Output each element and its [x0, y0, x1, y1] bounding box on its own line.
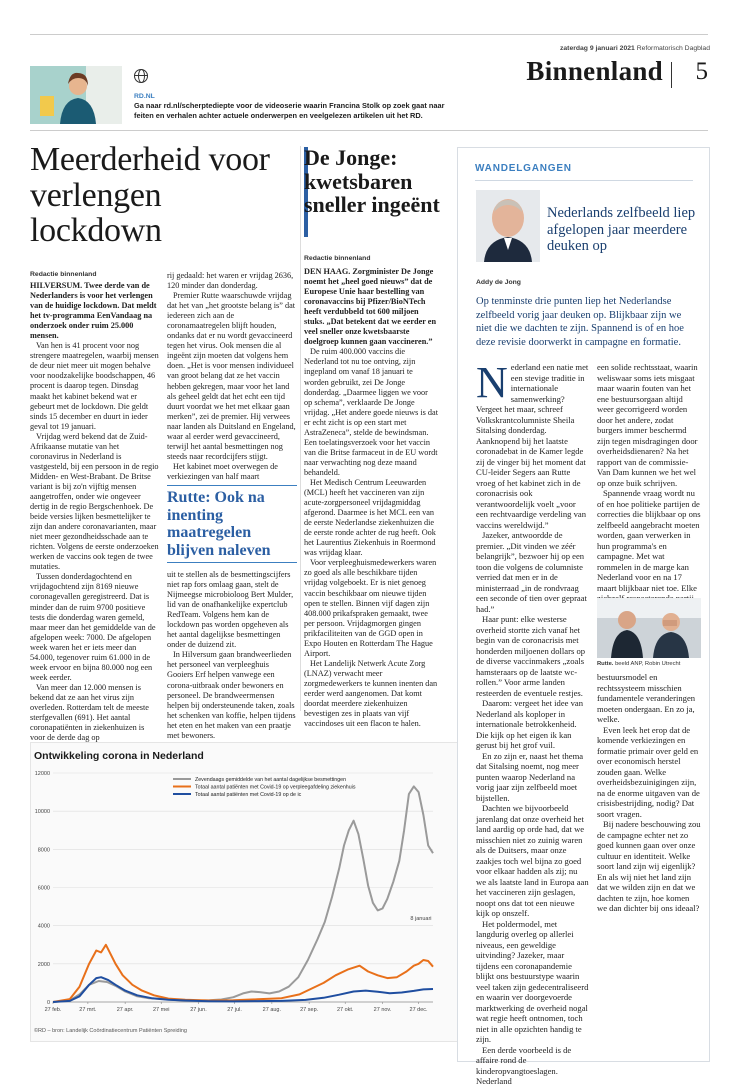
- column-divider: [300, 146, 301, 711]
- chart-x-tick-label: 27 mrt.: [79, 1007, 97, 1013]
- chart-x-tick-label: 27 feb.: [44, 1007, 62, 1013]
- chart-annotation: 8 januari: [410, 915, 432, 922]
- column-intro: Op tenminste drie punten liep het Nederlandse zelfbeeld vorig jaar deuken op. Blijkbaar zijn we niet die we dachten te zijn. Spannend is of en hoe deze revisie doorwerkt in campagne en formatie.: [476, 296, 684, 348]
- column-first-text: ederland een natie met een stevige traditie in internationale samenwerking? Vergeet het maar, schreef Volkskrantcolumniste Sheila Sitalsing donderdag. Aanknopend bij het laatste coronadebat in de Kamer legde zij de vinger bij het moment dat CU-leider Segers aan Rutte vroeg of het kabinet zich in de coronacrisis ook verantwoordelijk voelt „voor een rechtvaardige verdeling van vaccins wereldwijd.”: [476, 362, 589, 530]
- article1-col1: [30, 281, 160, 743]
- article2-para: Voor verpleeghuismedewerkers waren zo goed als alle beschikbare tijden vrijdag volgeboekt. Er is niet genoeg vaccin beschikbaar om nieuwe tijden open te stellen. Binnen vijf dagen zijn 408.000 prikafspraken gemaakt, twee per persoon. Vrijdagmorgen gingen prikfaciliteiten van de GGD open in Expo Houten en Rotterdam The Hague Airport.: [304, 558, 437, 658]
- section-title: Binnenland: [526, 56, 663, 86]
- column-para: Een derde voorbeeld is de affaire rond de kinderopvangtoeslagen. Nederland: [476, 1044, 572, 1086]
- column-first-para: [476, 358, 589, 530]
- column-para: Daarom: vergeet het idee van Nederland als koploper in internationale betrokkenheid. Die kijk op het eigen ik kan gerust bij het grof vuil.: [476, 698, 584, 750]
- column-para: Spannende vraag wordt nu of en hoe politieke partijen de correcties die blijkbaar op ons zelfbeeld aangebracht moeten worden, gaan verwerken in hun programma's en campagne. Met wat rommelen in de marge kan Nederland voor en na 17 maart blijkbaar niet toe. Elke: [597, 488, 701, 593]
- person-photo-icon: [30, 66, 122, 124]
- chart-x-tick-label: 27 okt.: [336, 1007, 354, 1013]
- rutte-photo[interactable]: [597, 598, 701, 658]
- column-headline: Nederlands zelfbeeld liep afgelopen jaar meerdere deuken op: [547, 205, 696, 254]
- top-rule: [30, 34, 708, 35]
- chart-container: [30, 742, 462, 1042]
- chart-y-tick-label: 6000: [37, 885, 50, 892]
- chart-series-line-1: [53, 786, 433, 1002]
- article1-para: Het kabinet moet overwegen de verkiezingen van half maart: [167, 461, 278, 481]
- photo-caption: [597, 661, 680, 667]
- chart-source: ©RD – bron: Landelijk Coördinatiecentrum Patiënten Spreiding: [34, 1028, 187, 1034]
- column-col2: [597, 362, 701, 625]
- article2-headline: De Jonge: kwetsbaren sneller ingeënt: [304, 145, 440, 217]
- photo-caption-name: Rutte.: [597, 661, 614, 667]
- subhead-rule: [167, 562, 297, 563]
- promo-text[interactable]: Ga naar rd.nl/scherptediepte voor de videoserie waarin Francina Stolk op zoek gaat naar feiten en verhalen achter actuele onderwerpen en veelgelezen artikelen uit het RD.: [134, 101, 445, 120]
- article1-subhead: Rutte: Ook na inenting maatregelen blijven naleven: [167, 489, 271, 559]
- column-para: En zo zijn er, naast het thema dat Sitalsing noemt, nog meer punten waarop Nederland na vorig jaar zijn zelfbeeld moet bijstellen.: [476, 750, 584, 803]
- photo-caption-credit: beeld ANP, Robin Utrecht: [615, 661, 681, 667]
- article1-byline: Redactie binnenland: [30, 271, 97, 278]
- chart-x-tick-label: 27 jul.: [227, 1007, 242, 1013]
- article1-para: Van hen is 41 procent voor nog strengere maatregelen, waarbij mensen de deur niet meer uit mogen behalve voor noodzakelijke boodschappen, 46 procent is daarop tegen. Dinsdag maakt het kabinet bekend wat er gebeurt met de lockdown. Die geldt sinds 15 december en duurt in ieder geval tot 19 januari.: [30, 341, 159, 431]
- chart-legend-label: Zevendaags gemiddelde van het aantal dagelijkse besmettingen: [195, 777, 347, 783]
- chart-x-tick-label: 27 jun.: [190, 1007, 207, 1013]
- chart-y-tick-label: 8000: [37, 847, 50, 854]
- article1-headline: Meerderheid voor verlengen lockdown: [30, 141, 270, 249]
- column-para: Jazeker, antwoordde de premier. „Dit vinden we zéér belangrijk”, bezwoer hij op een toon die volgens de columniste verried dat men er in de ministerraad „in de rondvraag een seconde of tien over gepraat had.”: [476, 530, 587, 614]
- section-divider: [671, 62, 672, 88]
- article1-para: Premier Rutte waarschuwde vrijdag dat het van „het grootste belang is” dat iedereen zich aan de coronamaatregelen blijft houden, ondanks dat er nu wordt gevaccineerd tegen het virus. Ook mensen die al ingeënt zijn moeten dat volgens hem doen. „Het is voor mensen individueel van groot belang dat ze het vaccin hebben gekregen, maar voor het land als geheel geldt dat het echt een tijd duurt voordat we het met elkaar gaan merken”, zei de premier. Hij verwees naar landen als Duitsland en Engeland, waar al eerder werd gevaccineerd, terwijl het aantal besmettingen nog steeds naar recordcijfers stijgt.: [167, 291, 296, 461]
- article1-para: Vrijdag werd bekend dat de Zuid-Afrikaanse mutatie van het coronavirus in Nederland is vastgesteld, bij een persoon in de regio Midden- en West-Brabant. De Britse variant is bij zo'n vijftig mensen aangetroffen, onder wie ongeveer dertig in de regio Bergschenhoek. De beide versies lijken besmettelijker te zijn dan andere coronavarianten, maar niet meer gezondheidsschade aan te richten. Volgens de eerste onderzoeken werken de vaccins ook tegen de twee mutaties.: [30, 431, 159, 572]
- chart-y-tick-label: 2000: [37, 961, 50, 968]
- page-number: 5: [695, 58, 708, 85]
- article1-para: Tussen donderdagochtend en vrijdagochtend zijn 8169 nieuwe coronagevallen geregistreerd. Dat is minder dan de ruim 9700 positieve tests die donderdag waren gemeld, maar meer dan het gemiddelde van de afgelopen week: 7000. De afgelopen week waren het er iets meer dan 54.000, tegenover ruim 61.000 in de week ervoor en bijna 80.000 nog een week eerder.: [30, 572, 156, 682]
- chart-x-tick-label: 27 nov.: [373, 1007, 392, 1013]
- chart-plot: [31, 765, 463, 1027]
- article1-para: Van meer dan 12.000 mensen is bekend dat ze aan het virus zijn overleden. Rotterdam telt de meeste sterfgevallen (691). Het aantal coronapatiënten in ziekenhuizen is voor de derde dag op: [30, 682, 149, 743]
- chart-x-tick-label: 27 dec.: [409, 1007, 428, 1013]
- column-author: Addy de Jong: [476, 279, 521, 286]
- globe-icon: [134, 69, 148, 83]
- dropcap: N: [476, 358, 508, 407]
- article2-byline: Redactie binnenland: [304, 255, 371, 262]
- chart-x-tick-label: 27 aug.: [262, 1007, 282, 1013]
- author-photo[interactable]: [476, 190, 540, 262]
- column-para: bestuursmodel en rechtssysteem misschien fundamentele veranderingen moeten ondergaan. En zo ja, welke.: [597, 672, 696, 724]
- subhead-rule: [167, 485, 297, 486]
- column-label: WANDELGANGEN: [475, 163, 572, 174]
- chart-legend-label: Totaal aantal patiënten met Covid-19 op verpleegafdeling ziekenhuis: [195, 784, 356, 791]
- column-para: Het poldermodel, met langdurig overleg op allerlei niveaus, een geweldige uitvinding? Jazeker, maar tijdens een coronapandemie blijkt ons bestuurstype waarin veel taken zijn gedecentraliseerd en waarin ver doorgevoerde marktwerking de overheid nogal wat regie heeft ontnomen, toch niet in alle opzichten handig te zijn.: [476, 918, 589, 1044]
- column-para: een solide rechtsstaat, waarin weliswaar soms iets misgaat maar waarin fouten van het ene bestuursorgaan altijd weer gecorrigeerd worden door het andere, zodat burgers immer beschermd zijn tegen misdragingen door overheidsdienaren? Na het rapport van de commissie-Van Dam kunnen we het wel op onze buik schrijven.: [597, 362, 698, 488]
- article2-para: Het Landelijk Netwerk Acute Zorg (LNAZ) verwacht meer zorgmedewerkers te kunnen inenten dan eerder werd aangenomen. Dat komt doordat meerdere ziekenhuizen bevestigen zes in plaats van vijf vaccindoses uit een flacon te halen.: [304, 658, 438, 729]
- column-col1: [476, 358, 589, 1087]
- chart-y-tick-label: 0: [46, 1000, 50, 1006]
- column-para: Haar punt: elke westerse overheid stortte zich vanaf het begin van de coronacrisis met honderden miljoenen dollars op de diverse vaccinmakers „zoals hamsteraars op de laatste wc-rollen.” Voor arme landen resteerden de eventuele restjes.: [476, 614, 586, 698]
- column-label-rule: [475, 180, 693, 181]
- article1-col2: [167, 271, 297, 482]
- article2-body: [304, 267, 438, 729]
- author-portrait-icon: [476, 190, 540, 262]
- promo-photo[interactable]: [30, 66, 122, 124]
- chart-x-tick-label: 27 mei: [152, 1007, 170, 1013]
- promo-site-label: RD.NL: [134, 93, 155, 100]
- chart-y-tick-label: 10000: [34, 809, 50, 816]
- header-dateline: zaterdag 9 januari 2021 Reformatorisch Dagblad: [560, 45, 710, 52]
- article1-para: rij gedaald: het waren er vrijdag 2636, 120 minder dan donderdag.: [167, 271, 294, 291]
- column-col2b: [597, 672, 701, 914]
- column-para: Even leek het erop dat de komende verkiezingen en formatie primair over geld en over economisch herstel zouden gaan. Welke overheidsbezuinigingen zijn, na de enorme uitgaven van de crisisbestrijding, nodig? Dat soort vragen.: [597, 724, 700, 819]
- chart-x-tick-label: 27 apr.: [116, 1007, 134, 1013]
- press-photo-icon: [597, 598, 701, 658]
- chart-series-line-3: [53, 977, 433, 1002]
- article2-para: De ruim 400.000 vaccins die Nederland tot nu toe ontving, zijn ingepland om vanaf 18 januari te worden gebruikt, zei De Jonge donderdag. „Daarmee liggen we voor op schema”, verklaarde De Jonge vrijdag. „Het andere goede nieuws is dat er echt zicht is op een start met AstraZeneca”, stelde de bewindsman. Een toelatingsverzoek voor het vaccin van die Britse farmaceut in de EU wordt naar verwachting nog deze maand behandeld.: [304, 347, 439, 477]
- article1-lead: HILVERSUM. Twee derde van de Nederlanders is voor het verlengen van de huidige lockdown. Dat meldt het tv-programma EenVandaag na onderzoek onder ruim 25.000 mensen.: [30, 281, 157, 341]
- column-para: Dachten we bijvoorbeeld jarenlang dat onze overheid het land aardig op orde had, dat we misschien niet zo zuinig waren als de Duitsers, maar onze zaakjes toch wel bijna zo goed voor elkaar hadden als zij; nu we als laatste land in Europa aan het vaccineren zijn geslagen, noopt ons dat tot een nieuwe kijk op onszelf.: [476, 803, 589, 918]
- chart-title: Ontwikkeling corona in Nederland: [34, 750, 204, 762]
- column-para: Bij nadere beschouwing zou de campagne echter net zo goed kunnen gaan over onze cultuur en identiteit. Welke soort land zijn wij eigenlijk? En als wij niet het land zijn dat we wilden zijn en dat we dachten te zijn, hoe komen we dan dichter bij ons ideaal?: [597, 819, 701, 913]
- article1-para: uit te stellen als de besmettingscijfers niet rap fors omlaag gaan, stelt de Nijmeegse microbioloog Bert Mulder, lid van de onafhankelijke expertclub RedTeam. Volgens hem kan de lockdown pas worden opgeheven als het aantal dagelijkse besmettingen onder de duizend zit.: [167, 570, 294, 650]
- article1-para: In Hilversum gaan brandweerlieden het personeel van verpleeghuis Gooiers Erf helpen vanwege een corona-uitbraak onder bewoners en personeel. De brandweermensen helpen bij ondersteunende taken, zoals het schenken van koffie, helpen tijdens het eten en het maken van een praatje met bewoners.: [167, 650, 296, 740]
- article1-col2b: [167, 570, 297, 741]
- article2-para: Het Medisch Centrum Leeuwarden (MCL) heeft het vaccineren van zijn acute-zorgpersoneel vrijdagmiddag afgerond. Daarmee is het MCL een van de eerste Nederlandse ziekenhuizen die de eerste ronde achter de rug heeft. Ook het Laurentius Ziekenhuis in Roermond was vrijdag klaar.: [304, 477, 436, 558]
- chart-y-tick-label: 4000: [37, 923, 50, 930]
- article2-lead: DEN HAAG. Zorgminister De Jonge noemt het „heel goed nieuws” dat de Europese Unie haar bestelling van coronavaccins bij Pfizer/BioNTech heeft verdubbeld tot 600 miljoen stuks. „Dat betekent dat we eerder en veel sneller onze kwetsbaarste doelgroep kunnen gaan vaccineren.”: [304, 267, 437, 347]
- chart-y-tick-label: 12000: [34, 771, 50, 777]
- promo-rule: [30, 130, 708, 131]
- chart-legend-label: Totaal aantal patiënten met Covid-19 op de ic: [195, 792, 302, 798]
- chart-x-tick-label: 27 sep.: [300, 1007, 319, 1013]
